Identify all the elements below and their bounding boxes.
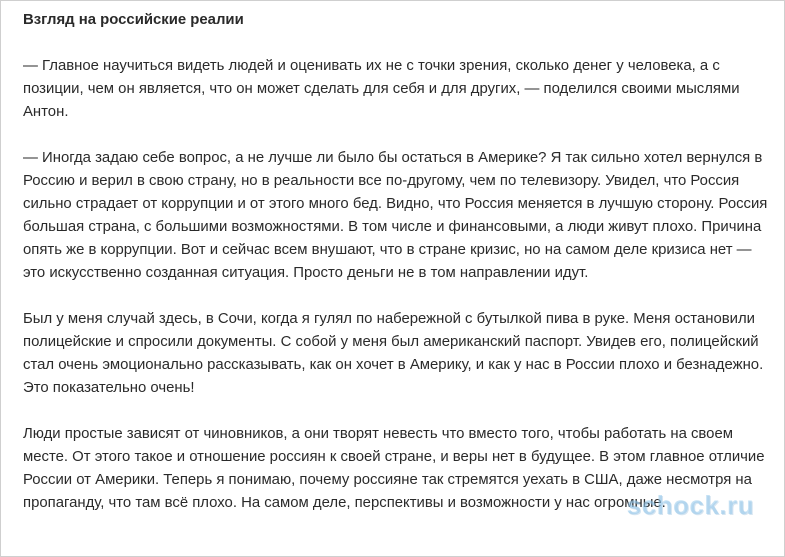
article-paragraph-2: — Иногда задаю себе вопрос, а не лучше ли было бы остаться в Америке? Я так сильно хотел вернулся в Россию и верил в свою страну, но в реальности все по-другому, чем по телевизору. Увидел, что Россия сильно страдает от коррупции и от этого много бед. Видно, что Россия меняется в лучшую сторону. Россия большая страна, с большими возможностями. В том числе и финансовыми, а люди живут плохо. Причина опять же в коррупции. Вот и сейчас всем внушают, что в стране кризис, но на самом деле кризиса нет — это искусственно созданная ситуация. Просто деньги не в том направлении идут.	[23, 150, 768, 281]
article-paragraph-4: Люди простые зависят от чиновников, а они творят невесть что вместо того, чтобы работать на своем месте. От этого такое и отношение россиян к своей стране, и веры нет в будущее. В этом главное отличие России от Америки. Теперь я понимаю, почему россияне так стремятся уехать в США, даже несмотря на пропаганду, что там всё плохо. На самом деле, перспективы и возможности у нас огромные.	[23, 426, 765, 511]
site-watermark: schock.ru	[626, 490, 754, 520]
article-heading: Взгляд на российские реалии	[23, 12, 244, 28]
article-paragraph-3: Был у меня случай здесь, в Сочи, когда я гулял по набережной с бутылкой пива в руке. Меня остановили полицейские и спросили документы. С собой у меня был американский паспорт. Увидев его, полицейский стал очень эмоционально рассказывать, как он хочет в Америку, и как у нас в России плохо и безнадежно. Это показательно очень!	[23, 311, 764, 396]
article-paragraph-1: — Главное научиться видеть людей и оценивать их не с точки зрения, сколько денег у человека, а с позиции, чем он является, что он может сделать для себя и для других, — поделился своими мыслями Антон.	[23, 58, 740, 120]
article-content	[23, 9, 775, 538]
